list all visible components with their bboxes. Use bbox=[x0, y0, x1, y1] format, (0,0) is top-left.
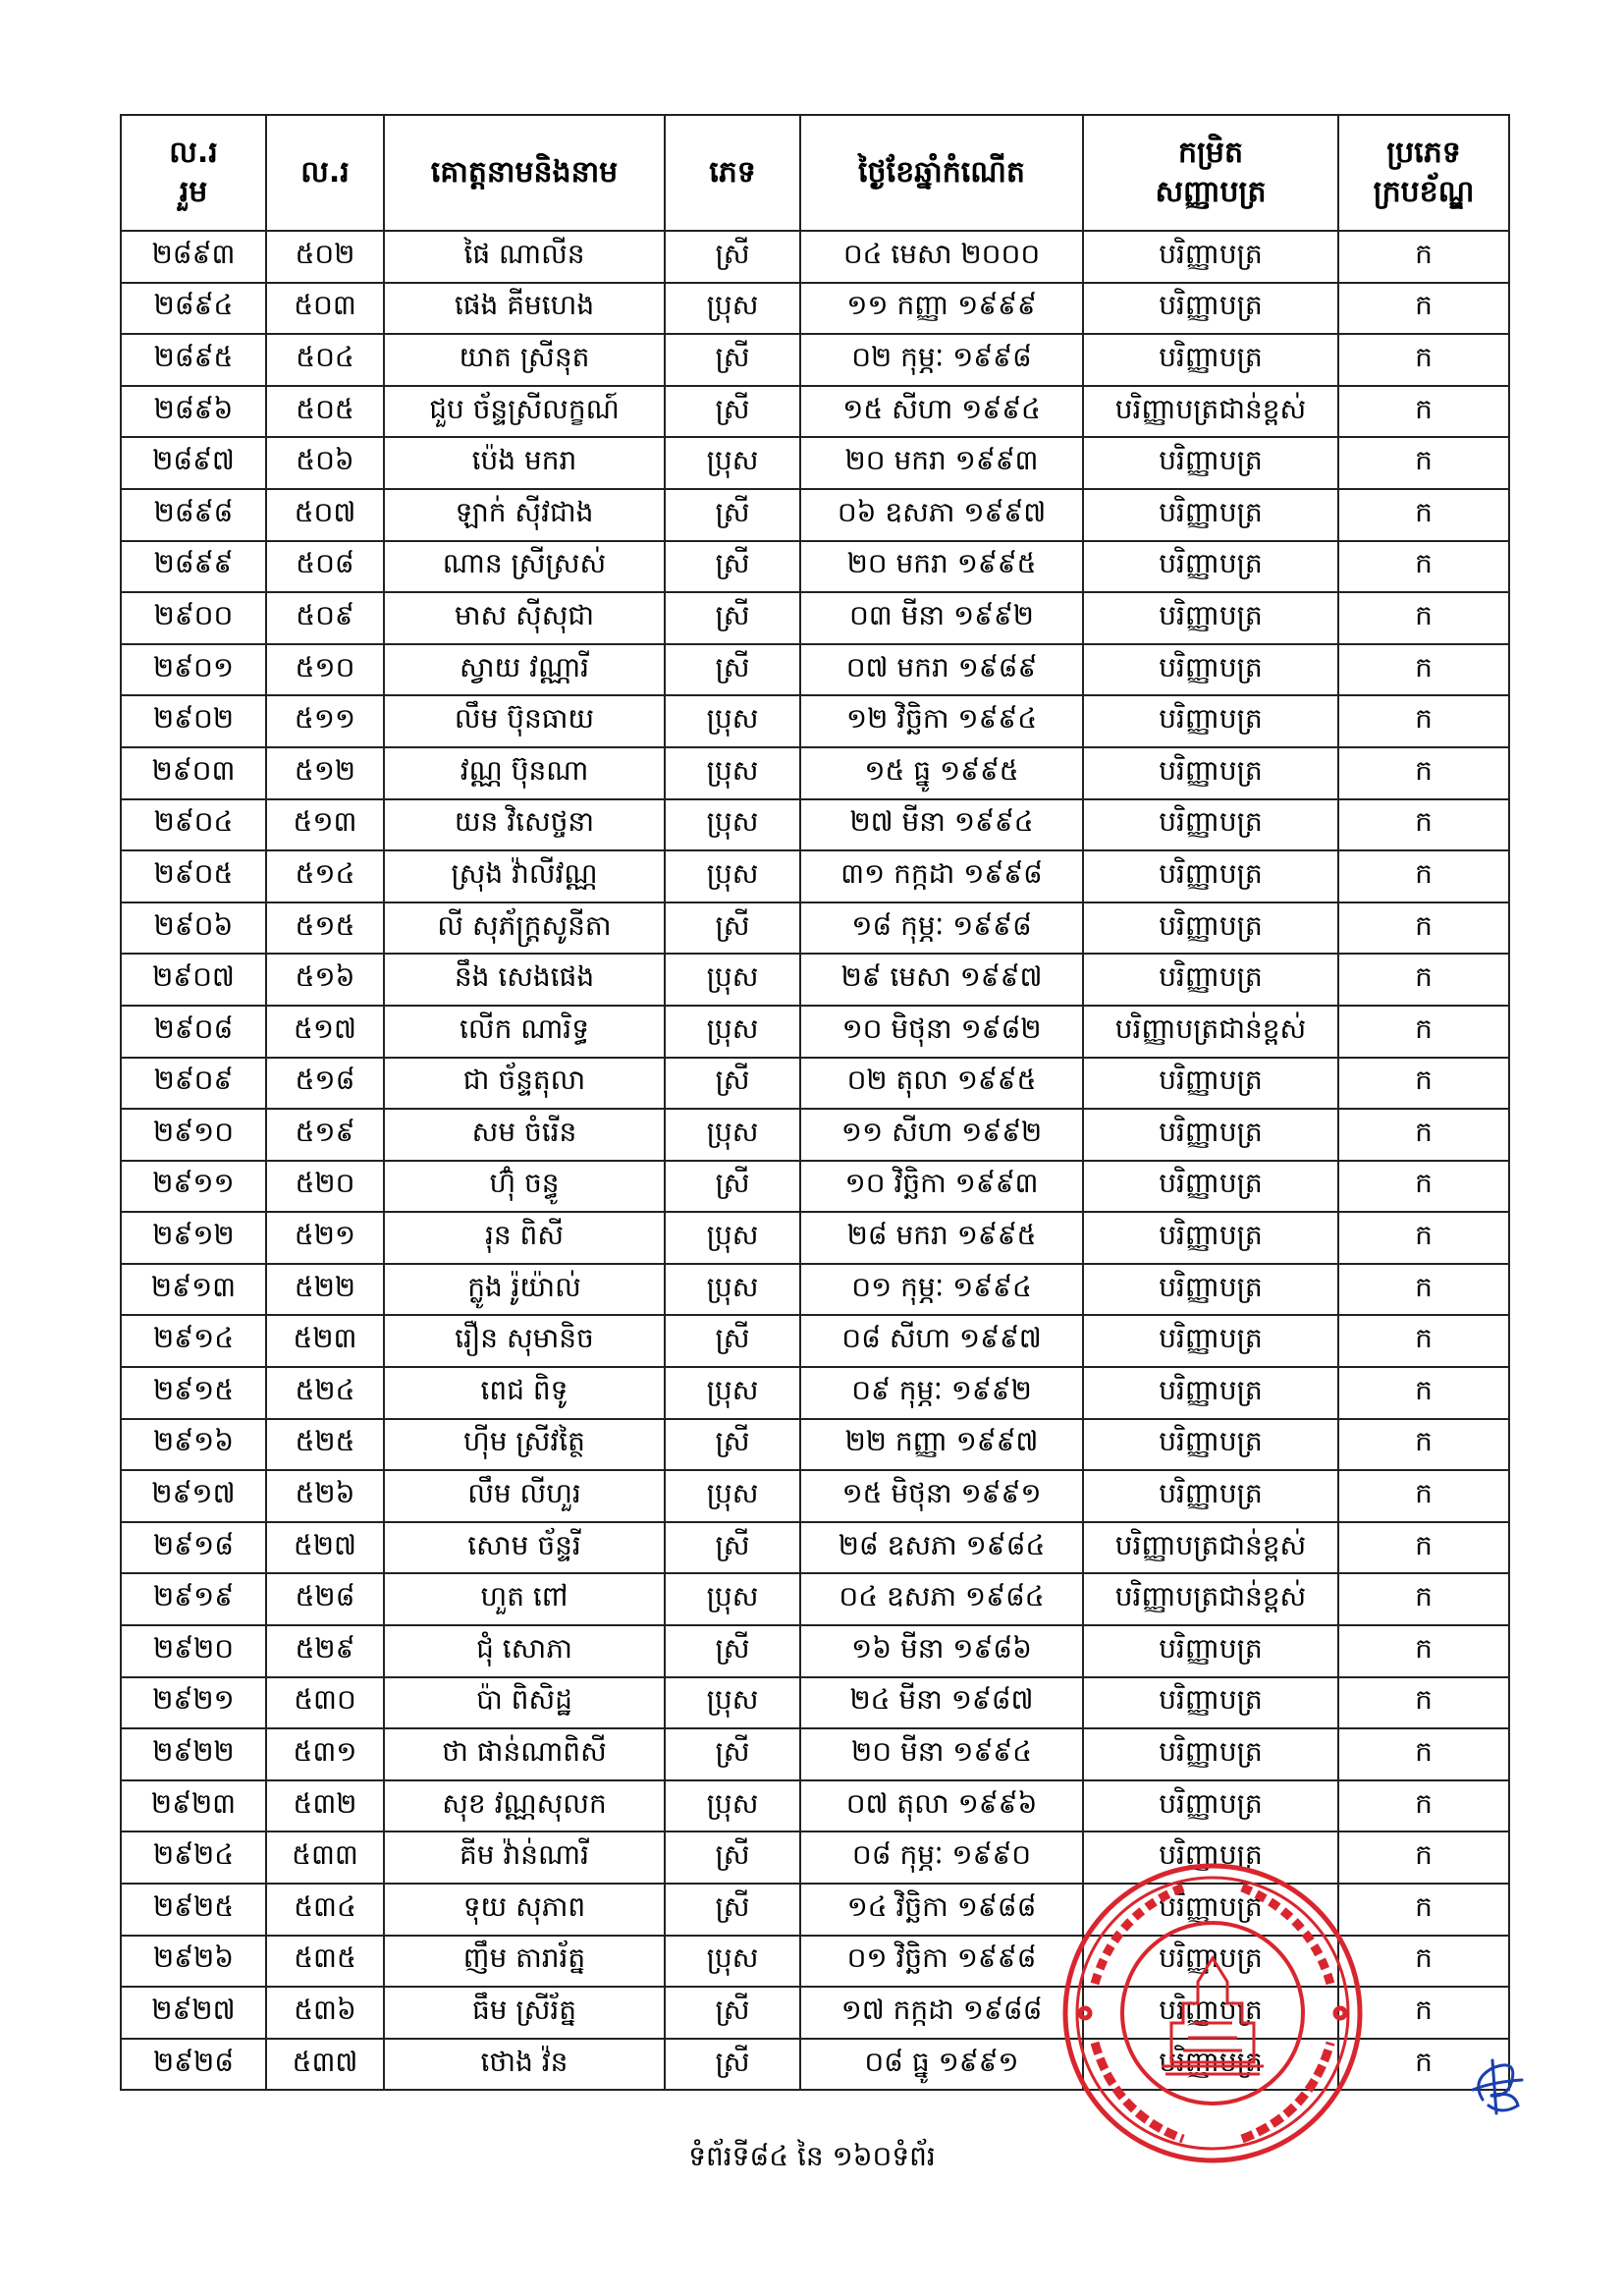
table-row bbox=[121, 1212, 1509, 1264]
cell-category: ក bbox=[1338, 1677, 1509, 1729]
table-row bbox=[121, 1573, 1509, 1625]
cell-seq: ៥២៣ bbox=[266, 1315, 384, 1367]
table-row bbox=[121, 1677, 1509, 1729]
cell-sex: ស្រី bbox=[665, 592, 800, 644]
cell-total-seq: ២៨៩៣ bbox=[121, 231, 266, 283]
cell-name: ទុយ សុភាព bbox=[384, 1884, 665, 1936]
cell-sex: ស្រី bbox=[665, 1831, 800, 1884]
cell-name: ហ៊ីម ស្រីវត្ថៃ bbox=[384, 1419, 665, 1471]
cell-dob: ២០ មីនា ១៩៩៤ bbox=[800, 1728, 1083, 1780]
cell-sex: ស្រី bbox=[665, 1161, 800, 1213]
cell-total-seq: ២៩២២ bbox=[121, 1728, 266, 1780]
cell-total-seq: ២៩២៦ bbox=[121, 1936, 266, 1988]
cell-degree: បរិញ្ញាបត្រជាន់ខ្ពស់ bbox=[1083, 1522, 1338, 1574]
cell-name: យាត ស្រីនុត bbox=[384, 334, 665, 386]
cell-category: ក bbox=[1338, 1780, 1509, 1832]
cell-name: ធឹម ស្រីរ័ត្ន bbox=[384, 1987, 665, 2039]
cell-category: ក bbox=[1338, 644, 1509, 696]
cell-seq: ៥៣៥ bbox=[266, 1936, 384, 1988]
cell-degree: បរិញ្ញាបត្រ bbox=[1083, 1264, 1338, 1316]
cell-dob: ៣១ កក្កដា ១៩៩៨ bbox=[800, 850, 1083, 902]
cell-sex: ប្រុស bbox=[665, 1470, 800, 1522]
cell-total-seq: ២៩១៨ bbox=[121, 1522, 266, 1574]
cell-sex: ស្រី bbox=[665, 2039, 800, 2091]
cell-dob: ០៦ ឧសភា ១៩៩៧ bbox=[800, 489, 1083, 541]
table-row bbox=[121, 850, 1509, 902]
cell-dob: ០២ តុលា ១៩៩៥ bbox=[800, 1058, 1083, 1110]
table-row bbox=[121, 489, 1509, 541]
table-row bbox=[121, 334, 1509, 386]
table-row bbox=[121, 541, 1509, 593]
table-row bbox=[121, 644, 1509, 696]
cell-degree: បរិញ្ញាបត្រ bbox=[1083, 1212, 1338, 1264]
cell-degree: បរិញ្ញាបត្រ bbox=[1083, 1677, 1338, 1729]
cell-seq: ៥២៤ bbox=[266, 1367, 384, 1419]
cell-dob: ១៨ កុម្ភៈ ១៩៩៨ bbox=[800, 902, 1083, 955]
cell-degree: បរិញ្ញាបត្រ bbox=[1083, 902, 1338, 955]
cell-total-seq: ២៩២៨ bbox=[121, 2039, 266, 2091]
cell-category: ក bbox=[1338, 489, 1509, 541]
cell-category: ក bbox=[1338, 1987, 1509, 2039]
cell-name: ផៃ ណាលីន bbox=[384, 231, 665, 283]
cell-total-seq: ២៩១៩ bbox=[121, 1573, 266, 1625]
cell-category: ក bbox=[1338, 231, 1509, 283]
cell-degree: បរិញ្ញាបត្រ bbox=[1083, 1884, 1338, 1936]
cell-seq: ៥០៨ bbox=[266, 541, 384, 593]
cell-total-seq: ២៩១៣ bbox=[121, 1264, 266, 1316]
header-total-seq: ល.រ រួម bbox=[121, 115, 266, 231]
cell-category: ក bbox=[1338, 334, 1509, 386]
cell-category: ក bbox=[1338, 1522, 1509, 1574]
cell-seq: ៥៣២ bbox=[266, 1780, 384, 1832]
header-dob: ថ្ងៃខែឆ្នាំកំណើត bbox=[800, 115, 1083, 231]
cell-degree: បរិញ្ញាបត្រ bbox=[1083, 1470, 1338, 1522]
cell-degree: បរិញ្ញាបត្រជាន់ខ្ពស់ bbox=[1083, 1573, 1338, 1625]
cell-sex: ប្រុស bbox=[665, 1573, 800, 1625]
table-row bbox=[121, 1264, 1509, 1316]
cell-name: ពេជ ពិទូ bbox=[384, 1367, 665, 1419]
cell-category: ក bbox=[1338, 386, 1509, 438]
cell-seq: ៥១១ bbox=[266, 695, 384, 747]
cell-seq: ៥២៥ bbox=[266, 1419, 384, 1471]
cell-degree: បរិញ្ញាបត្រ bbox=[1083, 283, 1338, 335]
table-row bbox=[121, 386, 1509, 438]
cell-sex: ប្រុស bbox=[665, 1109, 800, 1161]
cell-total-seq: ២៩០១ bbox=[121, 644, 266, 696]
table-row bbox=[121, 954, 1509, 1006]
cell-seq: ៥១៨ bbox=[266, 1058, 384, 1110]
cell-name: យន វិសេថ្ចនា bbox=[384, 799, 665, 851]
cell-seq: ៥៣៣ bbox=[266, 1831, 384, 1884]
cell-dob: ០៨ ធ្នូ ១៩៩១ bbox=[800, 2039, 1083, 2091]
cell-name: វណ្ណ ប៊ុនណា bbox=[384, 747, 665, 799]
table-row bbox=[121, 1367, 1509, 1419]
cell-degree: បរិញ្ញាបត្រ bbox=[1083, 1780, 1338, 1832]
cell-category: ក bbox=[1338, 799, 1509, 851]
cell-degree: បរិញ្ញាបត្រជាន់ខ្ពស់ bbox=[1083, 386, 1338, 438]
cell-total-seq: ២៨៩៤ bbox=[121, 283, 266, 335]
cell-category: ក bbox=[1338, 1728, 1509, 1780]
cell-name: សុខ វណ្ណសុលក bbox=[384, 1780, 665, 1832]
cell-dob: ១៧ កក្កដា ១៩៨៨ bbox=[800, 1987, 1083, 2039]
cell-total-seq: ២៩១២ bbox=[121, 1212, 266, 1264]
cell-seq: ៥២០ bbox=[266, 1161, 384, 1213]
cell-dob: ០៨ សីហា ១៩៩៧ bbox=[800, 1315, 1083, 1367]
cell-dob: ០៤ ឧសភា ១៩៨៤ bbox=[800, 1573, 1083, 1625]
cell-total-seq: ២៩០០ bbox=[121, 592, 266, 644]
cell-degree: បរិញ្ញាបត្រ bbox=[1083, 1109, 1338, 1161]
cell-sex: ស្រី bbox=[665, 1728, 800, 1780]
cell-category: ក bbox=[1338, 283, 1509, 335]
cell-sex: ស្រី bbox=[665, 489, 800, 541]
cell-dob: ២០ មករា ១៩៩៥ bbox=[800, 541, 1083, 593]
cell-total-seq: ២៩០៨ bbox=[121, 1006, 266, 1058]
cell-seq: ៥២៦ bbox=[266, 1470, 384, 1522]
cell-total-seq: ២៩០២ bbox=[121, 695, 266, 747]
cell-seq: ៥២៧ bbox=[266, 1522, 384, 1574]
table-row bbox=[121, 1728, 1509, 1780]
cell-seq: ៥១៣ bbox=[266, 799, 384, 851]
table-row bbox=[121, 1006, 1509, 1058]
cell-dob: ១១ សីហា ១៩៩២ bbox=[800, 1109, 1083, 1161]
cell-total-seq: ២៩១១ bbox=[121, 1161, 266, 1213]
cell-sex: ប្រុស bbox=[665, 695, 800, 747]
cell-total-seq: ២៩២១ bbox=[121, 1677, 266, 1729]
cell-name: ថោង វ៉ន bbox=[384, 2039, 665, 2091]
cell-seq: ៥១០ bbox=[266, 644, 384, 696]
cell-degree: បរិញ្ញាបត្រ bbox=[1083, 592, 1338, 644]
cell-seq: ៥០៣ bbox=[266, 283, 384, 335]
cell-total-seq: ២៩០៤ bbox=[121, 799, 266, 851]
cell-name: នឹង សេងផេង bbox=[384, 954, 665, 1006]
table-row bbox=[121, 902, 1509, 955]
page-number: ទំព័រទី៨៤ នៃ ១៦០ទំព័រ bbox=[688, 2140, 936, 2172]
cell-degree: បរិញ្ញាបត្រ bbox=[1083, 799, 1338, 851]
cell-seq: ៥៣៧ bbox=[266, 2039, 384, 2091]
cell-seq: ៥១៩ bbox=[266, 1109, 384, 1161]
cell-degree: បរិញ្ញាបត្រ bbox=[1083, 1936, 1338, 1988]
table-row bbox=[121, 283, 1509, 335]
cell-dob: ២៩ មេសា ១៩៩៧ bbox=[800, 954, 1083, 1006]
cell-category: ក bbox=[1338, 954, 1509, 1006]
cell-dob: ០៧ មករា ១៩៨៩ bbox=[800, 644, 1083, 696]
cell-name: ឡាក់ ស៊ីវជាង bbox=[384, 489, 665, 541]
cell-degree: បរិញ្ញាបត្រ bbox=[1083, 231, 1338, 283]
cell-name: ស្វាយ វណ្ណារី bbox=[384, 644, 665, 696]
cell-name: ជួប ច័ន្ទស្រីលក្ខណ៍ bbox=[384, 386, 665, 438]
cell-sex: ប្រុស bbox=[665, 954, 800, 1006]
cell-seq: ៥០២ bbox=[266, 231, 384, 283]
table-row bbox=[121, 695, 1509, 747]
cell-sex: ស្រី bbox=[665, 334, 800, 386]
cell-total-seq: ២៨៩៥ bbox=[121, 334, 266, 386]
cell-name: ប៉ា ពិសិដ្ឋ bbox=[384, 1677, 665, 1729]
cell-category: ក bbox=[1338, 1058, 1509, 1110]
cell-name: ស្រុង វ៉ាលីវណ្ណ bbox=[384, 850, 665, 902]
cell-name: គីម វ៉ាន់ណារី bbox=[384, 1831, 665, 1884]
cell-total-seq: ២៩២៥ bbox=[121, 1884, 266, 1936]
cell-degree: បរិញ្ញាបត្រ bbox=[1083, 2039, 1338, 2091]
cell-total-seq: ២៩១៦ bbox=[121, 1419, 266, 1471]
cell-total-seq: ២៩០៥ bbox=[121, 850, 266, 902]
cell-sex: ស្រី bbox=[665, 1884, 800, 1936]
cell-dob: ១០ មិថុនា ១៩៨២ bbox=[800, 1006, 1083, 1058]
cell-total-seq: ២៨៩៦ bbox=[121, 386, 266, 438]
cell-category: ក bbox=[1338, 695, 1509, 747]
cell-seq: ៥១៦ bbox=[266, 954, 384, 1006]
cell-seq: ៥០៩ bbox=[266, 592, 384, 644]
cell-dob: ០៩ កុម្ភៈ ១៩៩២ bbox=[800, 1367, 1083, 1419]
cell-seq: ៥១៧ bbox=[266, 1006, 384, 1058]
cell-sex: ប្រុស bbox=[665, 1936, 800, 1988]
cell-category: ក bbox=[1338, 2039, 1509, 2091]
cell-name: លឹម លីហួរ bbox=[384, 1470, 665, 1522]
cell-dob: ០១ វិច្ឆិកា ១៩៩៨ bbox=[800, 1936, 1083, 1988]
cell-degree: បរិញ្ញាបត្រ bbox=[1083, 541, 1338, 593]
cell-category: ក bbox=[1338, 747, 1509, 799]
cell-sex: ប្រុស bbox=[665, 1264, 800, 1316]
cell-category: ក bbox=[1338, 1625, 1509, 1677]
cell-category: ក bbox=[1338, 1573, 1509, 1625]
cell-seq: ៥០៥ bbox=[266, 386, 384, 438]
cell-sex: ស្រី bbox=[665, 1625, 800, 1677]
cell-total-seq: ២៨៩៨ bbox=[121, 489, 266, 541]
cell-name: ផេង គីមហេង bbox=[384, 283, 665, 335]
cell-category: ក bbox=[1338, 1831, 1509, 1884]
cell-total-seq: ២៩១៤ bbox=[121, 1315, 266, 1367]
cell-category: ក bbox=[1338, 592, 1509, 644]
table-row bbox=[121, 1780, 1509, 1832]
cell-name: រុន ពិសី bbox=[384, 1212, 665, 1264]
cell-seq: ៥១៥ bbox=[266, 902, 384, 955]
cell-sex: ប្រុស bbox=[665, 283, 800, 335]
cell-sex: ស្រី bbox=[665, 1058, 800, 1110]
table-row bbox=[121, 592, 1509, 644]
cell-category: ក bbox=[1338, 1419, 1509, 1471]
cell-category: ក bbox=[1338, 1936, 1509, 1988]
cell-dob: ១៤ វិច្ឆិកា ១៩៨៨ bbox=[800, 1884, 1083, 1936]
cell-seq: ៥៣៦ bbox=[266, 1987, 384, 2039]
cell-dob: ០២ កុម្ភៈ ១៩៩៨ bbox=[800, 334, 1083, 386]
cell-dob: ១០ វិច្ឆិកា ១៩៩៣ bbox=[800, 1161, 1083, 1213]
cell-degree: បរិញ្ញាបត្រ bbox=[1083, 334, 1338, 386]
cell-dob: ១៥ សីហា ១៩៩៤ bbox=[800, 386, 1083, 438]
cell-total-seq: ២៩២៣ bbox=[121, 1780, 266, 1832]
cell-sex: ប្រុស bbox=[665, 1006, 800, 1058]
cell-name: សោម ច័ន្ទរី bbox=[384, 1522, 665, 1574]
cell-name: លី សុភ័ក្រ្តសូនីតា bbox=[384, 902, 665, 955]
cell-total-seq: ២៩០៩ bbox=[121, 1058, 266, 1110]
cell-category: ក bbox=[1338, 1161, 1509, 1213]
cell-category: ក bbox=[1338, 1109, 1509, 1161]
header-name: គោត្តនាមនិងនាម bbox=[384, 115, 665, 231]
cell-sex: ប្រុស bbox=[665, 747, 800, 799]
header-seq: ល.រ bbox=[266, 115, 384, 231]
cell-total-seq: ២៨៩៩ bbox=[121, 541, 266, 593]
table-row bbox=[121, 1625, 1509, 1677]
cell-total-seq: ២៩២៤ bbox=[121, 1831, 266, 1884]
table-row bbox=[121, 1161, 1509, 1213]
cell-seq: ៥១២ bbox=[266, 747, 384, 799]
cell-dob: ១៦ មីនា ១៩៨៦ bbox=[800, 1625, 1083, 1677]
cell-degree: បរិញ្ញាបត្រ bbox=[1083, 1419, 1338, 1471]
cell-seq: ៥២១ bbox=[266, 1212, 384, 1264]
cell-dob: ០៣ មីនា ១៩៩២ bbox=[800, 592, 1083, 644]
cell-sex: ស្រី bbox=[665, 644, 800, 696]
personnel-table bbox=[120, 114, 1510, 2091]
cell-degree: បរិញ្ញាបត្រ bbox=[1083, 644, 1338, 696]
cell-degree: បរិញ្ញាបត្រ bbox=[1083, 850, 1338, 902]
cell-name: ហ៊ុំ ចន្ធូ bbox=[384, 1161, 665, 1213]
cell-category: ក bbox=[1338, 1470, 1509, 1522]
cell-dob: ១៥ ធ្នូ ១៩៩៥ bbox=[800, 747, 1083, 799]
cell-sex: ស្រី bbox=[665, 231, 800, 283]
cell-degree: បរិញ្ញាបត្រ bbox=[1083, 1831, 1338, 1884]
cell-dob: ២០ មករា ១៩៩៣ bbox=[800, 437, 1083, 489]
table-row bbox=[121, 747, 1509, 799]
cell-degree: បរិញ្ញាបត្រ bbox=[1083, 1625, 1338, 1677]
cell-seq: ៥០៤ bbox=[266, 334, 384, 386]
cell-category: ក bbox=[1338, 1212, 1509, 1264]
table-row bbox=[121, 1315, 1509, 1367]
table-row bbox=[121, 1470, 1509, 1522]
cell-dob: ១២ វិច្ឆិកា ១៩៩៤ bbox=[800, 695, 1083, 747]
cell-sex: ស្រី bbox=[665, 1987, 800, 2039]
cell-seq: ៥៣៤ bbox=[266, 1884, 384, 1936]
cell-sex: ប្រុស bbox=[665, 1212, 800, 1264]
cell-degree: បរិញ្ញាបត្រ bbox=[1083, 954, 1338, 1006]
cell-seq: ៥០៧ bbox=[266, 489, 384, 541]
cell-dob: ១១ កញ្ញា ១៩៩៩ bbox=[800, 283, 1083, 335]
table-row bbox=[121, 1419, 1509, 1471]
table-row bbox=[121, 1058, 1509, 1110]
cell-seq: ៥០៦ bbox=[266, 437, 384, 489]
cell-dob: ២៤ មីនា ១៩៨៧ bbox=[800, 1677, 1083, 1729]
table-row bbox=[121, 799, 1509, 851]
cell-dob: ២៧ មីនា ១៩៩៤ bbox=[800, 799, 1083, 851]
cell-seq: ៥៣០ bbox=[266, 1677, 384, 1729]
cell-name: សម ចំរើន bbox=[384, 1109, 665, 1161]
cell-dob: ០៤ មេសា ២០០០ bbox=[800, 231, 1083, 283]
cell-degree: បរិញ្ញាបត្រ bbox=[1083, 747, 1338, 799]
table-header bbox=[121, 115, 1509, 231]
cell-dob: ០១ កុម្ភៈ ១៩៩៤ bbox=[800, 1264, 1083, 1316]
cell-dob: ២២ កញ្ញា ១៩៩៧ bbox=[800, 1419, 1083, 1471]
cell-name: ញឹម តារារ័ត្ន bbox=[384, 1936, 665, 1988]
cell-category: ក bbox=[1338, 541, 1509, 593]
cell-name: រឿន សុមានិច bbox=[384, 1315, 665, 1367]
cell-dob: ២៨ មករា ១៩៩៥ bbox=[800, 1212, 1083, 1264]
cell-degree: បរិញ្ញាបត្រ bbox=[1083, 1367, 1338, 1419]
cell-degree: បរិញ្ញាបត្រ bbox=[1083, 437, 1338, 489]
cell-sex: ស្រី bbox=[665, 1419, 800, 1471]
header-degree: កម្រិត សញ្ញាបត្រ bbox=[1083, 115, 1338, 231]
header-sex: ភេទ bbox=[665, 115, 800, 231]
cell-category: ក bbox=[1338, 902, 1509, 955]
cell-dob: ០៨ កុម្ភៈ ១៩៩០ bbox=[800, 1831, 1083, 1884]
cell-total-seq: ២៨៩៧ bbox=[121, 437, 266, 489]
table-row bbox=[121, 437, 1509, 489]
cell-category: ក bbox=[1338, 1315, 1509, 1367]
cell-total-seq: ២៩២០ bbox=[121, 1625, 266, 1677]
cell-total-seq: ២៩០៧ bbox=[121, 954, 266, 1006]
signature-icon bbox=[1463, 2050, 1532, 2119]
cell-dob: ០៧ តុលា ១៩៩៦ bbox=[800, 1780, 1083, 1832]
cell-category: ក bbox=[1338, 1884, 1509, 1936]
table-row bbox=[121, 1109, 1509, 1161]
cell-name: ក្លូង រ៉ូយ៉ាល់ bbox=[384, 1264, 665, 1316]
table-body bbox=[121, 231, 1509, 2090]
cell-total-seq: ២៩០៣ bbox=[121, 747, 266, 799]
cell-seq: ៥២៨ bbox=[266, 1573, 384, 1625]
cell-sex: ប្រុស bbox=[665, 1367, 800, 1419]
cell-degree: បរិញ្ញាបត្រ bbox=[1083, 1161, 1338, 1213]
cell-seq: ៥១៤ bbox=[266, 850, 384, 902]
cell-degree: បរិញ្ញាបត្រ bbox=[1083, 1987, 1338, 2039]
cell-sex: ស្រី bbox=[665, 386, 800, 438]
cell-seq: ៥២២ bbox=[266, 1264, 384, 1316]
cell-sex: ប្រុស bbox=[665, 850, 800, 902]
cell-name: ណាន ស្រីស្រស់ bbox=[384, 541, 665, 593]
cell-total-seq: ២៩០៦ bbox=[121, 902, 266, 955]
table-row bbox=[121, 1522, 1509, 1574]
cell-sex: ស្រី bbox=[665, 902, 800, 955]
cell-category: ក bbox=[1338, 1264, 1509, 1316]
cell-degree: បរិញ្ញាបត្រ bbox=[1083, 1315, 1338, 1367]
cell-total-seq: ២៩១០ bbox=[121, 1109, 266, 1161]
cell-sex: ប្រុស bbox=[665, 799, 800, 851]
cell-name: លើក ណារិទ្ធ bbox=[384, 1006, 665, 1058]
cell-category: ក bbox=[1338, 1367, 1509, 1419]
cell-category: ក bbox=[1338, 850, 1509, 902]
cell-total-seq: ២៩១៧ bbox=[121, 1470, 266, 1522]
cell-name: ហួត ពៅ bbox=[384, 1573, 665, 1625]
cell-total-seq: ២៩១៥ bbox=[121, 1367, 266, 1419]
cell-sex: ស្រី bbox=[665, 541, 800, 593]
cell-degree: បរិញ្ញាបត្រ bbox=[1083, 489, 1338, 541]
cell-seq: ៥៣១ bbox=[266, 1728, 384, 1780]
cell-total-seq: ២៩២៧ bbox=[121, 1987, 266, 2039]
cell-sex: ប្រុស bbox=[665, 1780, 800, 1832]
cell-degree: បរិញ្ញាបត្រ bbox=[1083, 695, 1338, 747]
cell-name: លឹម ប៊ុនធាយ bbox=[384, 695, 665, 747]
cell-sex: ស្រី bbox=[665, 1522, 800, 1574]
cell-name: មាស ស៊ីសុជា bbox=[384, 592, 665, 644]
cell-sex: ប្រុស bbox=[665, 437, 800, 489]
cell-name: ប៉េង មករា bbox=[384, 437, 665, 489]
cell-name: ជា ច័ន្ទតុលា bbox=[384, 1058, 665, 1110]
table-row bbox=[121, 231, 1509, 283]
cell-degree: បរិញ្ញាបត្រ bbox=[1083, 1728, 1338, 1780]
cell-category: ក bbox=[1338, 1006, 1509, 1058]
cell-name: ថា ផាន់ណាពិសី bbox=[384, 1728, 665, 1780]
official-seal-icon bbox=[1056, 1856, 1370, 2170]
cell-sex: ស្រី bbox=[665, 1315, 800, 1367]
cell-category: ក bbox=[1338, 437, 1509, 489]
cell-dob: ១៥ មិថុនា ១៩៩១ bbox=[800, 1470, 1083, 1522]
cell-seq: ៥២៩ bbox=[266, 1625, 384, 1677]
cell-degree: បរិញ្ញាបត្រជាន់ខ្ពស់ bbox=[1083, 1006, 1338, 1058]
cell-degree: បរិញ្ញាបត្រ bbox=[1083, 1058, 1338, 1110]
cell-sex: ប្រុស bbox=[665, 1677, 800, 1729]
header-category: ប្រភេទ ក្របខ័ណ្ឌ bbox=[1338, 115, 1509, 231]
cell-dob: ២៨ ឧសភា ១៩៨៤ bbox=[800, 1522, 1083, 1574]
cell-name: ជុំ សោភា bbox=[384, 1625, 665, 1677]
